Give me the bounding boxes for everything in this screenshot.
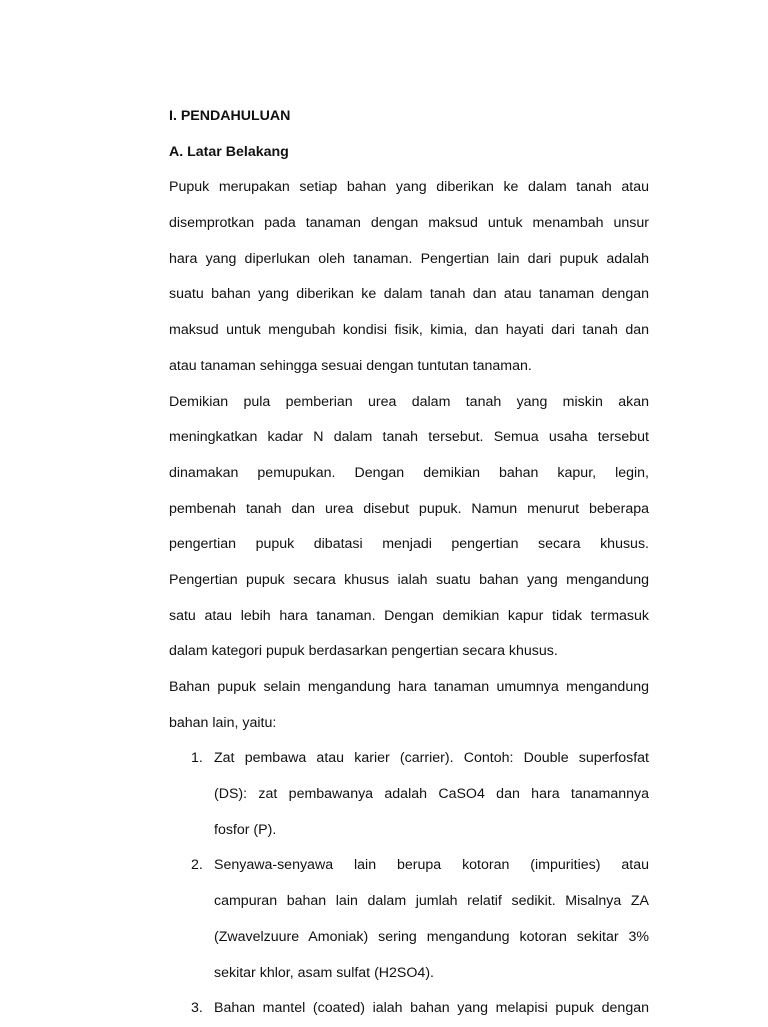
list-line: sekitar khlor, asam sulfat (H2SO4). xyxy=(214,964,434,981)
list-line: (DS): zat pembawanya adalah CaSO4 dan hara tanamannya xyxy=(214,786,649,803)
paragraph-line: Pupuk merupakan setiap bahan yang diberikan ke dalam tanah atau xyxy=(169,179,649,196)
paragraph-line: dinamakan pemupukan. Dengan demikian bahan kapur, legin, xyxy=(169,464,649,481)
paragraph-line: Pengertian pupuk secara khusus ialah suatu bahan yang mengandung xyxy=(169,571,649,588)
paragraph-line: hara yang diperlukan oleh tanaman. Pengertian lain dari pupuk adalah xyxy=(169,250,649,267)
numbered-list xyxy=(169,741,649,1027)
list-line: (Zwavelzuure Amoniak) sering mengandung kotoran sekitar 3% xyxy=(214,928,649,945)
document-page xyxy=(169,99,649,1027)
paragraph-line: dalam kategori pupuk berdasarkan pengertian secara khusus. xyxy=(169,643,558,660)
list-line: Senyawa-senyawa lain berupa kotoran (impurities) atau xyxy=(214,857,649,874)
list-item xyxy=(169,848,649,991)
paragraph-line: pembenah tanah dan urea disebut pupuk. Namun menurut beberapa xyxy=(169,500,649,517)
paragraph-materials xyxy=(169,670,649,741)
paragraph-line: disemprotkan pada tanaman dengan maksud untuk menambah unsur xyxy=(169,215,649,232)
paragraph-line: satu atau lebih hara tanaman. Dengan demikian kapur tidak termasuk xyxy=(169,607,649,624)
paragraph-definition xyxy=(169,170,649,384)
paragraph-line: atau tanaman sehingga sesuai dengan tuntutan tanaman. xyxy=(169,357,532,374)
paragraph-line: bahan lain, yaitu: xyxy=(169,714,277,731)
list-line: fosfor (P). xyxy=(214,821,277,838)
paragraph-line: Bahan pupuk selain mengandung hara tanaman umumnya mengandung xyxy=(169,679,649,695)
list-line: Zat pembawa atau karier (carrier). Contoh: Double superfosfat xyxy=(214,750,649,767)
paragraph-line: maksud untuk mengubah kondisi fisik, kimia, dan hayati dari tanah dan xyxy=(169,322,649,339)
section-title: I. PENDAHULUAN xyxy=(169,108,291,124)
paragraph-line: pengertian pupuk dibatasi menjadi pengertian secara khusus. xyxy=(169,536,649,553)
list-number: 1. xyxy=(191,750,203,767)
list-item xyxy=(169,991,649,1027)
paragraph-line: meningkatkan kadar N dalam tanah tersebut. Semua usaha tersebut xyxy=(169,429,649,446)
paragraph-line: suatu bahan yang diberikan ke dalam tanah dan atau tanaman dengan xyxy=(169,286,649,303)
paragraph-fertilization xyxy=(169,385,649,671)
subsection-title: A. Latar Belakang xyxy=(169,143,289,160)
paragraph-line: Demikian pula pemberian urea dalam tanah yang miskin akan xyxy=(169,393,649,410)
list-item xyxy=(169,741,649,848)
list-number: 2. xyxy=(191,857,203,874)
list-number: 3. xyxy=(191,1000,203,1017)
list-line: Bahan mantel (coated) ialah bahan yang melapisi pupuk dengan xyxy=(214,1000,649,1017)
list-line: campuran bahan lain dalam jumlah relatif sedikit. Misalnya ZA xyxy=(214,893,649,910)
